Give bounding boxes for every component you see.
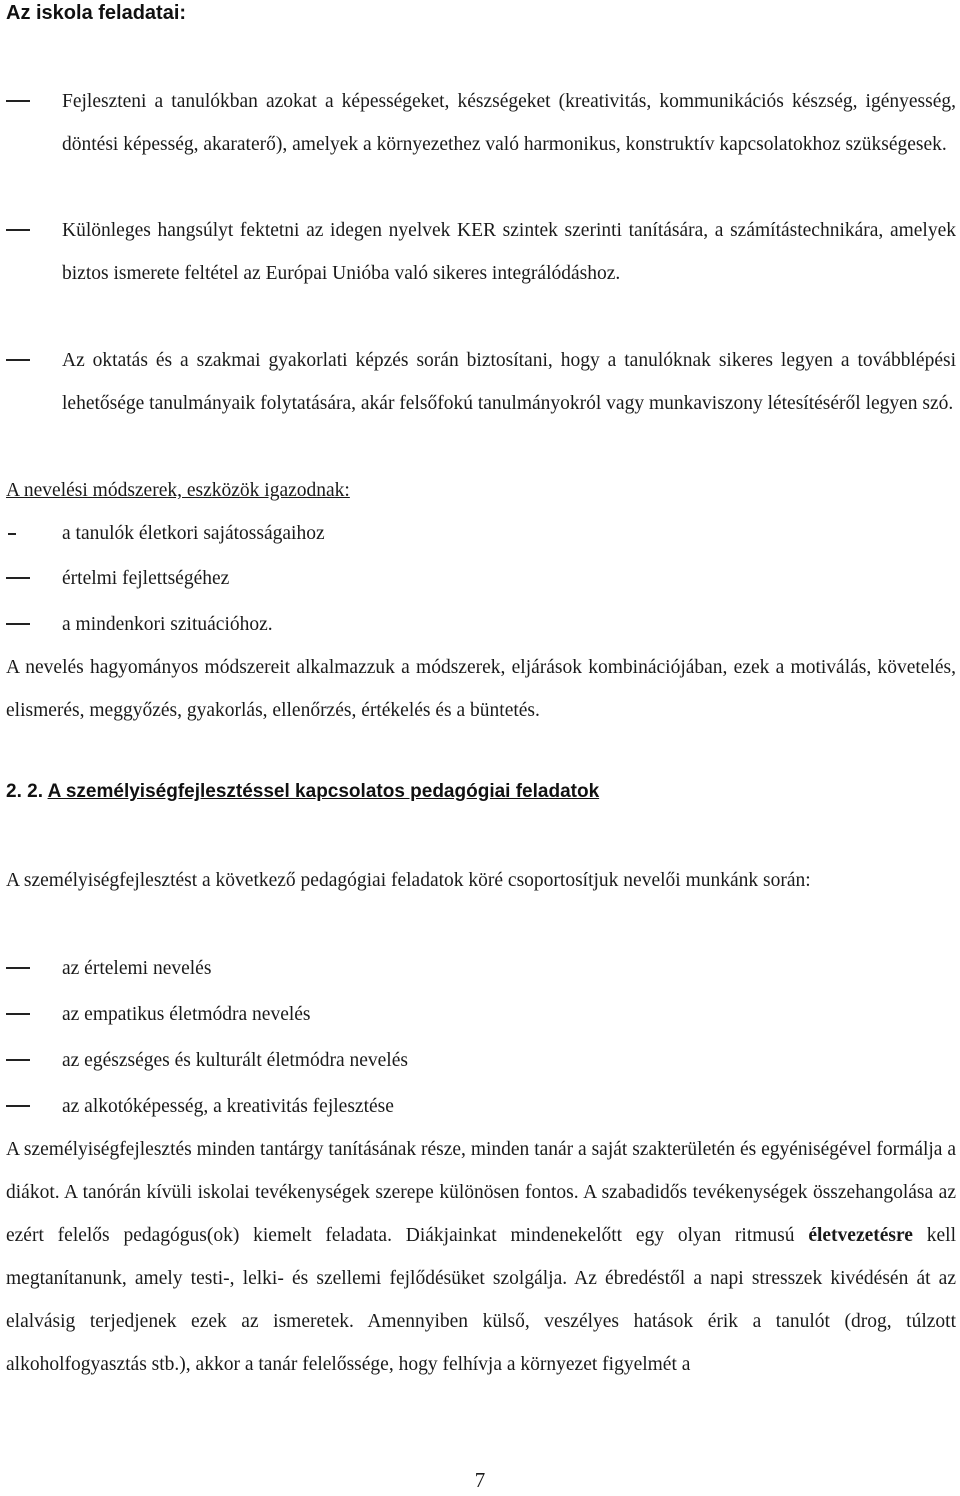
development-item-text: az alkotóképesség, a kreativitás fejlesztése (62, 1096, 394, 1117)
dash-bullet-icon (6, 1059, 30, 1061)
development-item (6, 993, 956, 1036)
development-item-text: az értelemi nevelés (62, 958, 212, 979)
development-item (6, 1085, 956, 1128)
hyphen-bullet-icon (8, 533, 16, 535)
development-item-text: az empatikus életmódra nevelés (62, 1004, 311, 1025)
section-title (6, 781, 599, 803)
page-heading: Az iskola feladatai: (6, 2, 187, 24)
dash-bullet-icon (6, 1013, 30, 1015)
dash-bullet-icon (6, 359, 30, 361)
development-item-text: az egészséges és kulturált életmódra nevelés (62, 1050, 408, 1071)
dash-bullet-icon (6, 967, 30, 969)
task-item (6, 209, 956, 295)
page-number: 7 (474, 1468, 486, 1492)
methods-item (6, 512, 956, 555)
dash-bullet-icon (6, 1105, 30, 1107)
methods-heading: A nevelési módszerek, eszközök igazodnak: (6, 480, 350, 501)
development-item (6, 1039, 956, 1082)
dash-bullet-icon (6, 623, 30, 625)
dash-bullet-icon (6, 229, 30, 231)
task-text: Különleges hangsúlyt fektetni az idegen nyelvek KER szintek szerinti tanítására, a számítástechnikára, amelyek biztos ismerete feltétel az Európai Unióba való sikeres integrálódáshoz. (62, 220, 956, 284)
methods-item (6, 603, 956, 646)
dash-bullet-icon (6, 577, 30, 579)
intro-paragraph: A személyiségfejlesztést a következő pedagógiai feladatok köré csoportosítjuk nevelői munkánk során: (6, 870, 811, 891)
task-item (6, 339, 956, 425)
methods-paragraph: A nevelés hagyományos módszereit alkalmazzuk a módszerek, eljárások kombinációjában, ezek a motiválás, követelés, elismerés, meggyőzés, gyakorlás, ellenőrzés, értékelés és a büntetés. (6, 657, 956, 721)
closing-paragraph: A személyiségfejlesztés minden tantárgy tanításának része, minden tanár a saját szakterületén és egyéniségével formálja a diákot. A tanórán kívüli iskolai tevékenységek szerepe különösen fontos. A szabadidős tevékenységek összehangolása az ezért felelős pedagógus(ok) kiemelt feladata. Diákjainkat mindenekelőtt egy olyan ritmusú életvezetésre kell megtanítanunk, amely testi-, lelki- és szellemi fejlődésüket szolgálja. Az ébredéstől a napi stresszek kivédésén át az elalvásig terjedjenek ezek az ismeretek. Amennyiben külső, veszélyes hatások érik a tanulót (drog, túlzott alkoholfogyasztás stb.), akkor a tanár felelőssége, hogy felhívja a környezet figyelmét a (6, 1139, 956, 1375)
methods-item-text: a tanulók életkori sajátosságaihoz (62, 523, 325, 544)
methods-item (6, 557, 956, 600)
methods-item-text: a mindenkori szituációhoz. (62, 614, 273, 635)
methods-item-text: értelmi fejlettségéhez (62, 568, 230, 589)
section-number: 2. 2. (6, 781, 43, 802)
dash-bullet-icon (6, 100, 30, 102)
task-text: Fejleszteni a tanulókban azokat a képességeket, készségeket (kreativitás, kommunikációs készség, igényesség, döntési képesség, akaraterő), amelyek a környezethez való harmonikus, konstruktív kapcsolatokhoz szükségesek. (62, 91, 956, 155)
task-item (6, 80, 956, 166)
development-item (6, 947, 956, 990)
task-text: Az oktatás és a szakmai gyakorlati képzés során biztosítani, hogy a tanulóknak sikeres legyen a továbblépési lehetősége tanulmányaik folytatására, akár felsőfokú tanulmányokról vagy munkaviszony létesítéséről legyen szó. (62, 350, 956, 414)
emphasis-text: életvezetésre (808, 1225, 913, 1246)
section-title-text: A személyiségfejlesztéssel kapcsolatos pedagógiai feladatok (47, 781, 600, 802)
